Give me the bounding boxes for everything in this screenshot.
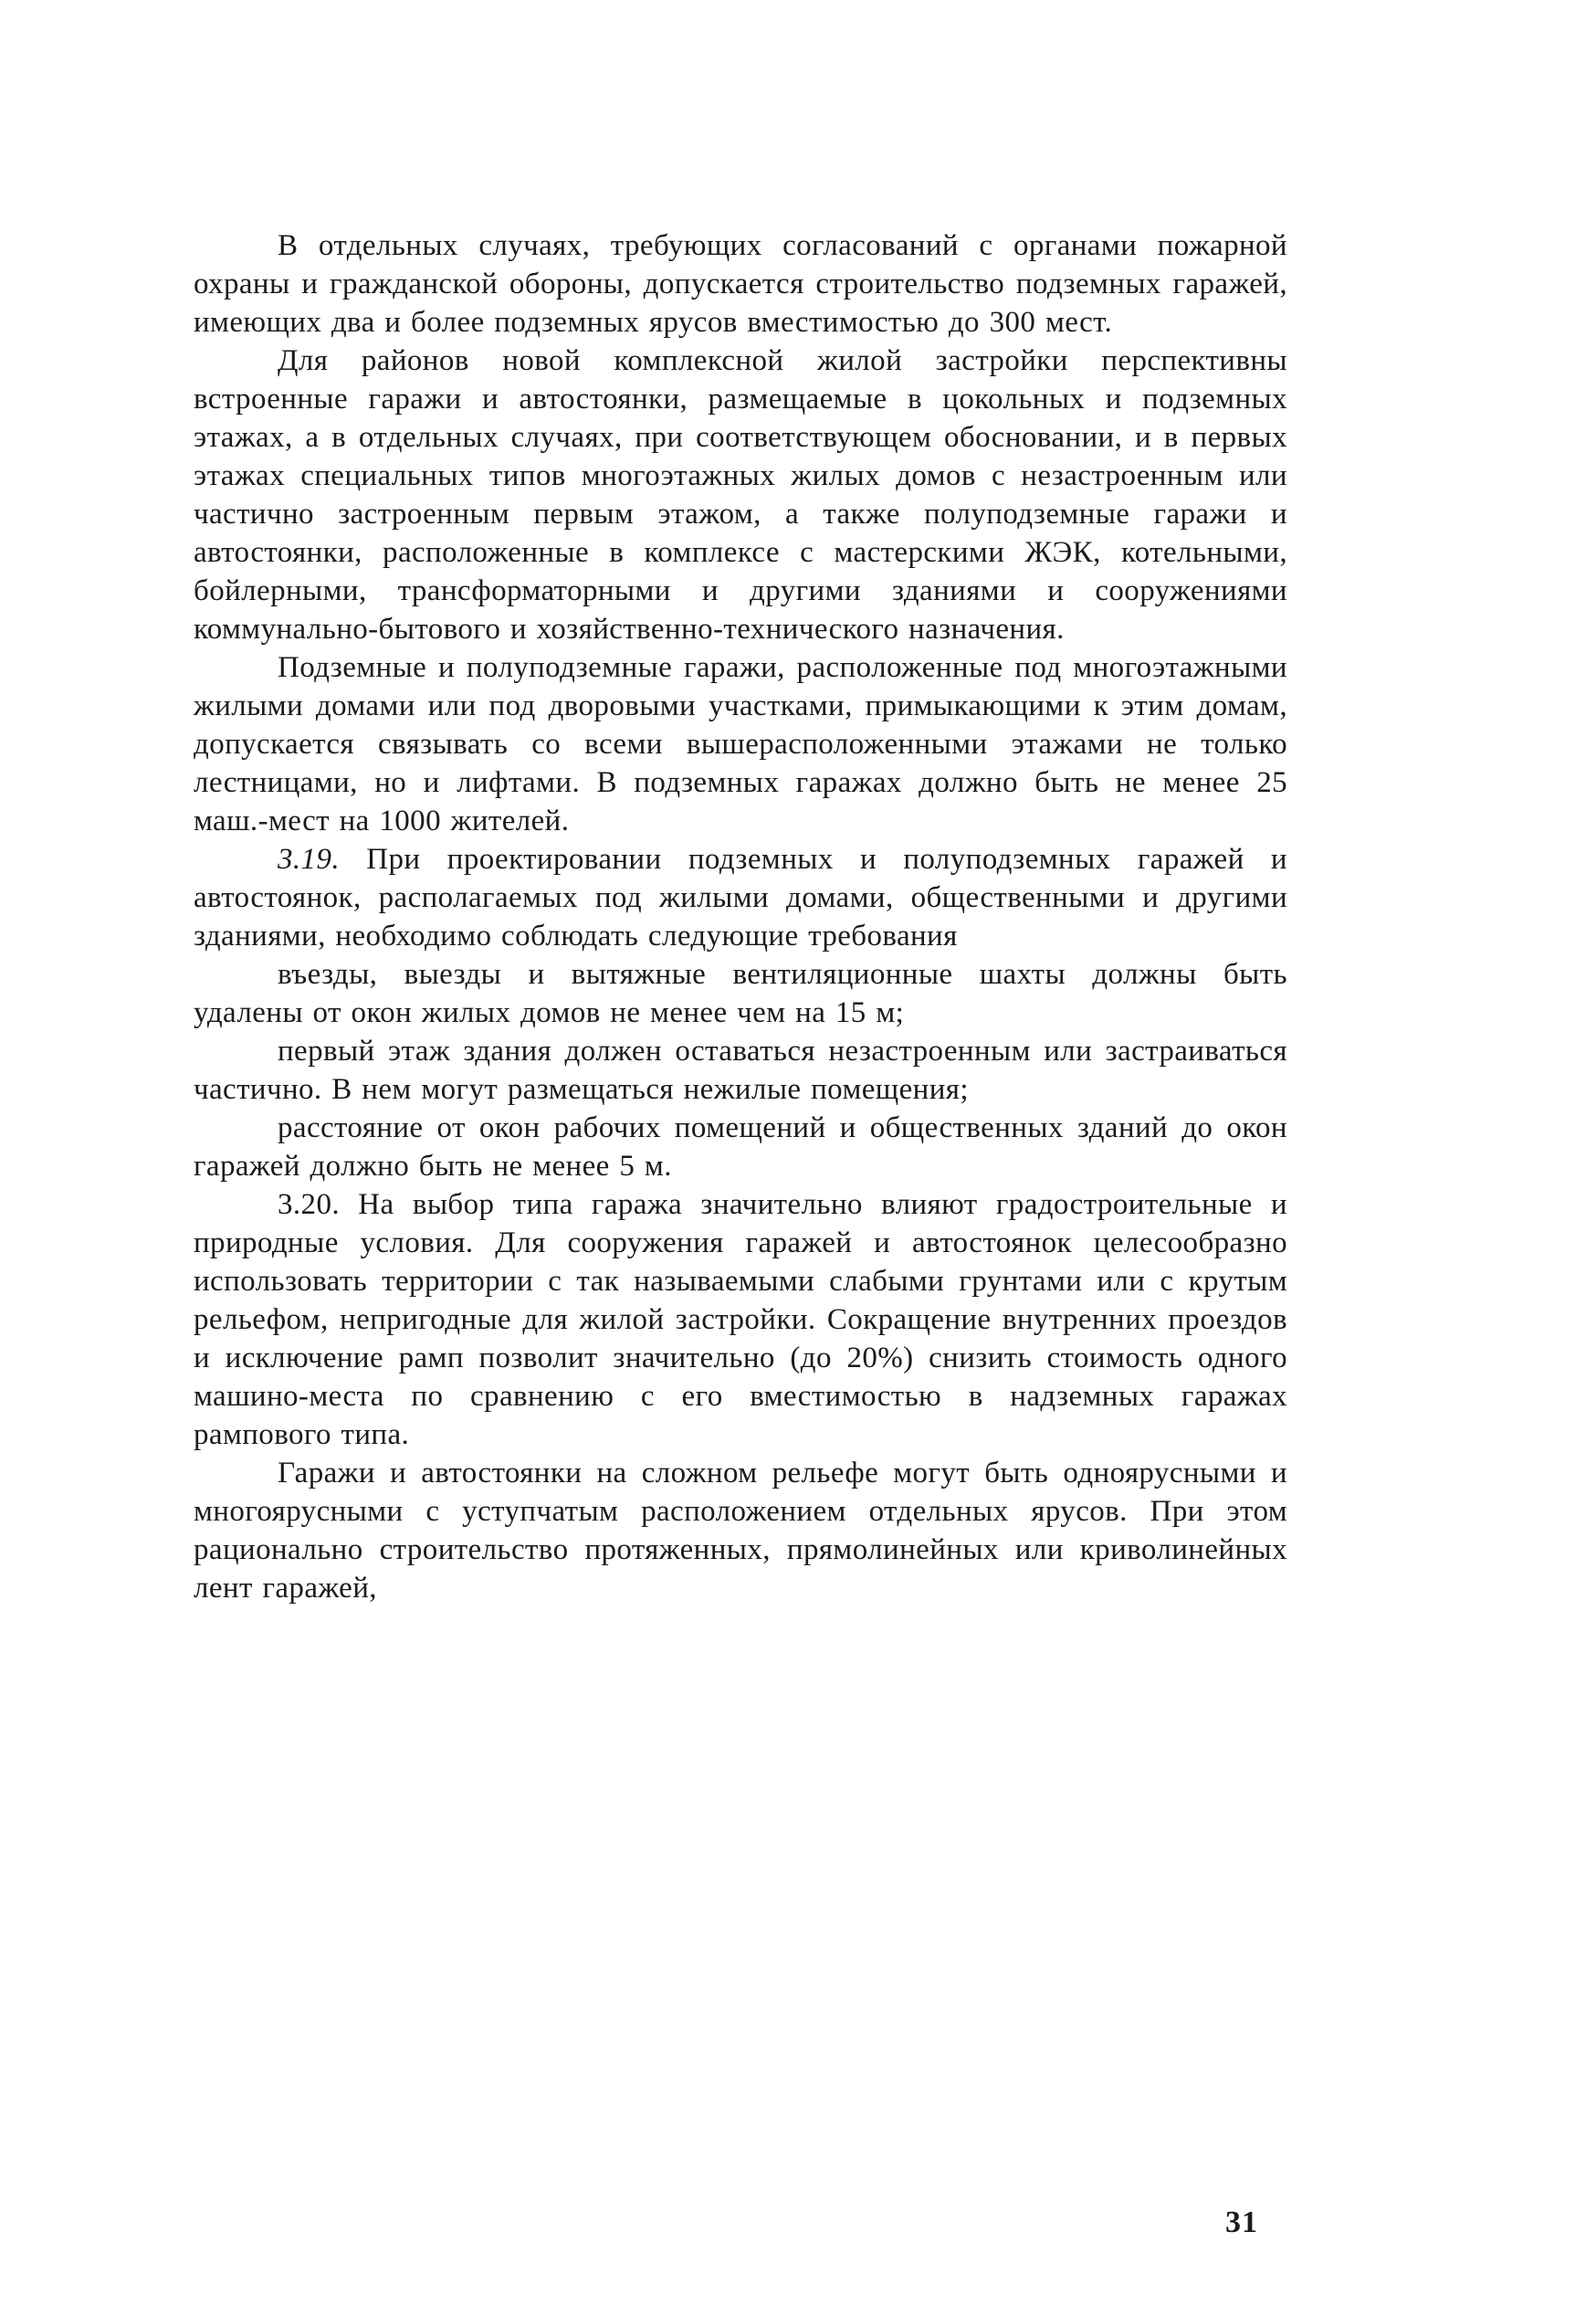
section-3-19-number: 3.19. xyxy=(278,843,340,876)
requirement-2: первый этаж здания должен оставаться незастроенным или застраиваться частично. В нем могут размещаться нежилые помещения; xyxy=(194,1035,1287,1106)
paragraph-1: В отдельных случаях, требующих согласований с органами пожарной охраны и гражданской обороны, допускается строительство подземных гаражей, имеющих два и более подземных ярусов вместимостью до 300 мест. xyxy=(194,229,1287,339)
section-3-20-number: 3.20. xyxy=(278,1188,340,1221)
section-3-19-text: При проектировании подземных и полуподземных гаражей и автостоянок, располагаемых под жилыми домами, общественными и другими зданиями, необходимо соблюдать следующие требования xyxy=(194,843,1287,953)
requirement-3: расстояние от окон рабочих помещений и общественных зданий до окон гаражей должно быть не менее 5 м. xyxy=(194,1111,1287,1183)
page-number: 31 xyxy=(1225,2205,1258,2239)
body-text xyxy=(194,226,1287,1607)
section-3-20 xyxy=(194,1185,1287,1454)
paragraph-last: Гаражи и автостоянки на сложном рельефе могут быть одноярусными и многоярусными с уступчатым расположением отдельных ярусов. При этом рационально строительство протяженных, прямолинейных или криволинейных лент гаражей, xyxy=(194,1457,1287,1605)
paragraph-2: Для районов новой комплексной жилой застройки перспективны встроенные гаражи и автостоянки, размещаемые в цокольных и подземных этажах, а в отдельных случаях, при соответствующем обосновании, и в первых этажах специальных типов многоэтажных жилых домов с незастроенным или частично застроенным первым этажом, а также полуподземные гаражи и автостоянки, расположенные в комплексе с мастерскими ЖЭК, котельными, бойлерными, трансформаторными и другими зданиями и сооружениями коммунально-бытового и хозяйственно-технического назначения. xyxy=(194,344,1287,646)
requirement-1: въезды, выезды и вытяжные вентиляционные шахты должны быть удалены от окон жилых домов не менее чем на 15 м; xyxy=(194,958,1287,1029)
section-3-19 xyxy=(194,840,1287,955)
section-3-20-text: На выбор типа гаража значительно влияют градостроительные и природные условия. Для сооружения гаражей и автостоянок целесообразно использовать территории с так называемыми слабыми грунтами или с крутым рельефом, непригодные для жилой застройки. Сокращение внутренних проездов и исключение рамп позволит значительно (до 20%) снизить стоимость одного машино-места по сравнению с его вместимостью в надземных гаражах рампового типа. xyxy=(194,1188,1287,1451)
paragraph-3: Подземные и полуподземные гаражи, расположенные под многоэтажными жилыми домами или под дворовыми участками, примыкающими к этим домам, допускается связывать со всеми вышерасположенными этажами не только лестницами, но и лифтами. В подземных гаражах должно быть не менее 25 маш.-мест на 1000 жителей. xyxy=(194,651,1287,837)
